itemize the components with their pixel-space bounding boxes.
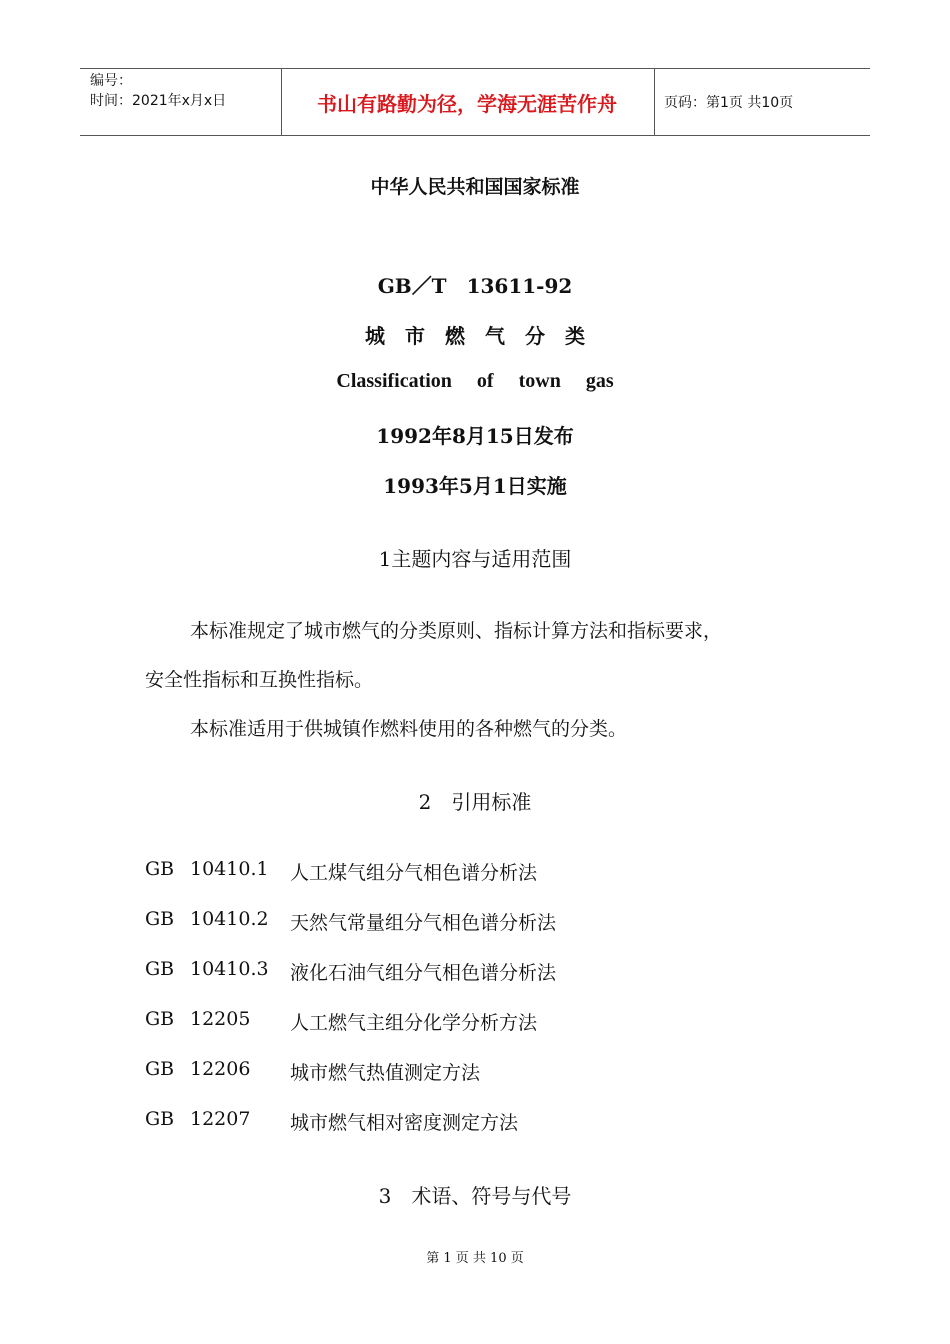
reference-title: 城市燃气相对密度测定方法 <box>290 1112 519 1134</box>
section-3-heading: 3 术语、符号与代号 <box>378 1184 572 1208</box>
reference-number: 12205 <box>190 1008 251 1030</box>
reference-prefix: GB <box>145 958 175 980</box>
page-header <box>80 68 870 136</box>
reference-number: 10410.2 <box>190 908 269 930</box>
reference-prefix: GB <box>145 1108 175 1130</box>
title-chinese: 城 市 燃 气 分 类 <box>365 324 585 348</box>
reference-number: 12207 <box>190 1108 251 1130</box>
standard-code: GB／T 13611-92 <box>377 274 573 298</box>
reference-prefix: GB <box>145 1008 175 1030</box>
header-page-info: 页码：第1页 共10页 <box>664 95 794 111</box>
header-motto: 书山有路勤为径，学海无涯苦作舟 <box>317 91 617 116</box>
reference-number: 12206 <box>190 1058 251 1080</box>
document-time-label: 时间：2021年x月x日 <box>90 93 227 109</box>
header-meta <box>90 71 226 111</box>
implementation-date: 1993年5月1日实施 <box>383 474 567 498</box>
reference-prefix: GB <box>145 1058 175 1080</box>
issuing-organization: 中华人民共和国国家标准 <box>370 176 580 198</box>
reference-title: 天然气常量组分气相色谱分析法 <box>290 912 557 934</box>
section-1-paragraph-1-line-2: 安全性指标和互换性指标。 <box>145 669 374 691</box>
section-1-paragraph-2: 本标准适用于供城镇作燃料使用的各种燃气的分类。 <box>190 718 628 740</box>
document-number-label: 编号： <box>90 73 132 89</box>
reference-title: 液化石油气组分气相色谱分析法 <box>290 962 557 984</box>
reference-title: 人工煤气组分气相色谱分析法 <box>290 862 538 884</box>
reference-number: 10410.3 <box>190 958 269 980</box>
reference-prefix: GB <box>145 908 175 930</box>
header-divider <box>654 69 655 135</box>
reference-title: 城市燃气热值测定方法 <box>290 1062 481 1084</box>
reference-prefix: GB <box>145 858 175 880</box>
page-footer: 第 1 页 共 10 页 <box>426 1251 524 1266</box>
reference-number: 10410.1 <box>190 858 269 880</box>
section-1-paragraph-1-line-1: 本标准规定了城市燃气的分类原则、指标计算方法和指标要求， <box>190 620 723 642</box>
reference-title: 人工燃气主组分化学分析方法 <box>290 1012 538 1034</box>
section-1-heading: 1主题内容与适用范围 <box>378 547 572 571</box>
section-2-heading: 2 引用标准 <box>418 790 532 814</box>
release-date: 1992年8月15日发布 <box>376 424 574 448</box>
title-english: Classification of town gas <box>336 370 614 392</box>
